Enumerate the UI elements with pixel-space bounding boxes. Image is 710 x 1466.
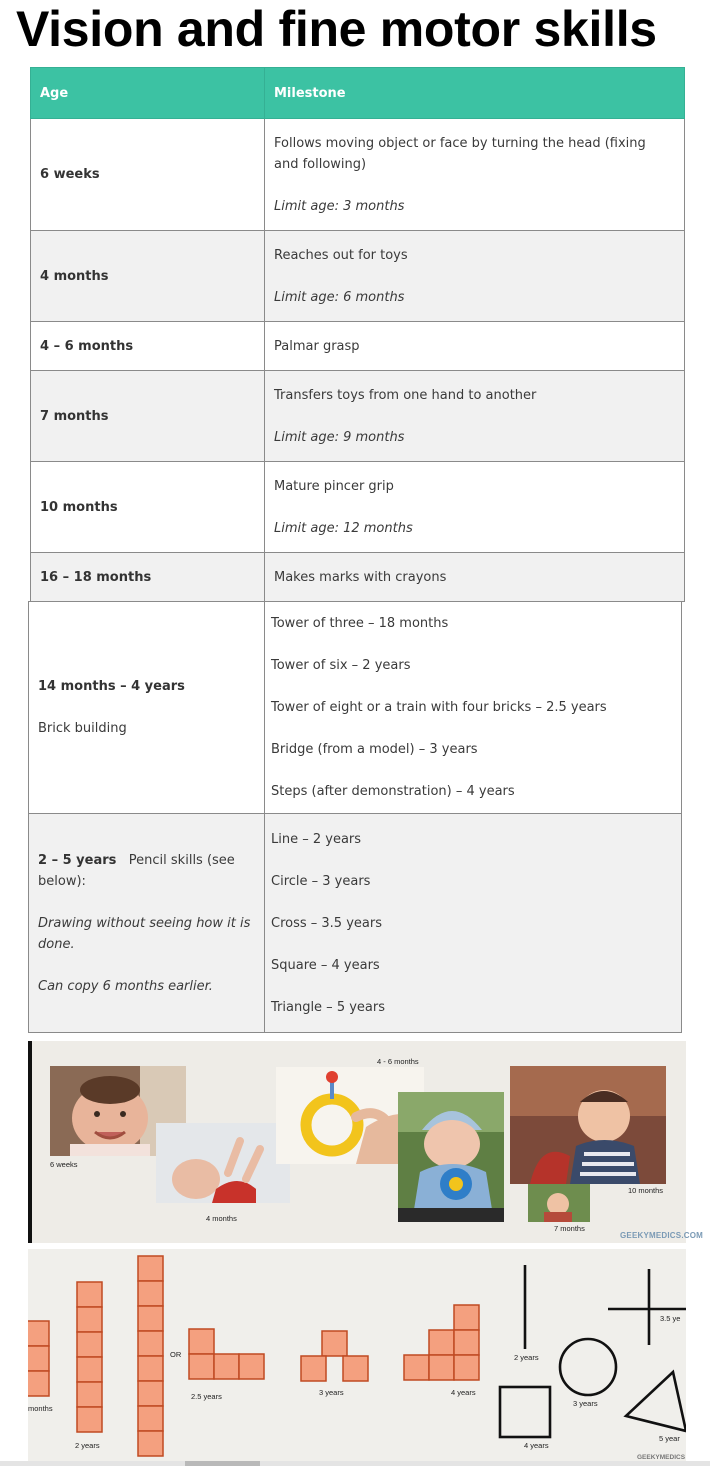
- milestone-text: Mature pincer grip: [274, 478, 394, 494]
- photo-10-months: [510, 1066, 666, 1184]
- skills-table: [28, 601, 682, 1033]
- pencil-item: Triangle – 5 years: [271, 999, 385, 1015]
- photo-collage: [28, 1041, 704, 1243]
- brick-steps: [404, 1305, 479, 1380]
- pencil-item: Cross – 3.5 years: [271, 915, 382, 931]
- header-age: Age: [31, 68, 265, 119]
- pencil-age-cell: [29, 814, 265, 1033]
- row-age: 10 months: [31, 462, 265, 553]
- brick-items: [265, 602, 682, 814]
- caption-square: 4 years: [524, 1441, 549, 1450]
- row-age: 6 weeks: [31, 119, 265, 231]
- pencil-note: Can copy 6 months earlier.: [38, 978, 213, 994]
- brick-item: Bridge (from a model) – 3 years: [271, 742, 478, 757]
- milestone-text: Reaches out for toys: [274, 247, 408, 263]
- milestone-text: Transfers toys from one hand to another: [274, 387, 537, 403]
- row-milestone: [265, 371, 685, 462]
- shape-square: [500, 1387, 550, 1437]
- caption-bridge: 3 years: [319, 1388, 344, 1397]
- caption-6-weeks: 6 weeks: [50, 1160, 78, 1169]
- row-milestone: [265, 462, 685, 553]
- geekymedics-logo: GEEKYMEDICS.COM: [620, 1231, 704, 1240]
- header-milestone: Milestone: [265, 68, 685, 119]
- brick-label: Brick building: [38, 721, 127, 736]
- limit-age: Limit age: 9 months: [274, 429, 405, 445]
- photo-7-months: [398, 1092, 504, 1222]
- caption-train: 2.5 years: [191, 1392, 222, 1401]
- table-row: [31, 119, 685, 231]
- caption-7-months: 7 months: [554, 1224, 585, 1233]
- table-row: [31, 371, 685, 462]
- caption-cross: 3.5 ye: [660, 1314, 681, 1323]
- row-milestone: [265, 231, 685, 322]
- row-age: 16 – 18 months: [31, 553, 265, 602]
- shape-cross: [608, 1269, 686, 1345]
- brick-tower-three: [28, 1321, 49, 1396]
- pencil-item: Square – 4 years: [271, 957, 380, 973]
- milestone-text: Palmar grasp: [274, 338, 360, 354]
- pencil-item: Circle – 3 years: [271, 873, 371, 889]
- pencil-items: [265, 814, 682, 1033]
- pencil-item: Line – 2 years: [271, 831, 362, 847]
- caption-tower-three: months: [28, 1404, 53, 1413]
- limit-age: Limit age: 3 months: [274, 198, 405, 214]
- caption-tower-six: 2 years: [75, 1441, 100, 1450]
- pencil-label: Pencil skills (see below):: [38, 852, 235, 889]
- pencil-age: 2 – 5 years: [38, 852, 117, 868]
- pencil-note: Drawing without seeing how it is done.: [38, 915, 251, 952]
- milestones-table: [30, 67, 685, 602]
- milestone-text: Makes marks with crayons: [274, 569, 447, 585]
- caption-triangle: 5 year: [659, 1434, 680, 1443]
- table-header-row: [31, 68, 685, 119]
- caption-or: OR: [170, 1350, 182, 1359]
- brick-item: Tower of three – 18 months: [271, 616, 449, 631]
- caption-steps: 4 years: [451, 1388, 476, 1397]
- drawing-panel: [28, 1249, 686, 1463]
- table-row: [31, 462, 685, 553]
- shape-circle: [560, 1339, 616, 1395]
- milestone-text: Follows moving object or face by turning the head (fixing and following): [274, 135, 646, 172]
- brick-tower-eight: [138, 1256, 163, 1456]
- brick-bridge: [301, 1331, 368, 1381]
- page-title: Vision and fine motor skills: [16, 1, 657, 57]
- brick-item: Steps (after demonstration) – 4 years: [271, 784, 515, 799]
- brick-item: Tower of eight or a train with four bricks – 2.5 years: [271, 700, 607, 715]
- caption-circle: 3 years: [573, 1399, 598, 1408]
- caption-4-6-months: 4 - 6 months: [377, 1057, 419, 1066]
- table-row-pencil: [29, 814, 682, 1033]
- photo-7-months-inset: [528, 1184, 590, 1222]
- brick-item: Tower of six – 2 years: [271, 658, 411, 673]
- horizontal-scrollbar[interactable]: [0, 1461, 710, 1466]
- brick-tower-six: [77, 1282, 102, 1432]
- caption-10-months: 10 months: [628, 1186, 664, 1195]
- table-row: [31, 231, 685, 322]
- table-row-brick: [29, 602, 682, 814]
- limit-age: Limit age: 6 months: [274, 289, 405, 305]
- table-row: [31, 553, 685, 602]
- row-milestone: [265, 322, 685, 371]
- brick-train: [189, 1329, 264, 1379]
- row-milestone: [265, 553, 685, 602]
- geekymedics-logo-small: GEEKYMEDICS: [637, 1454, 686, 1461]
- brick-and-shape-drawings: [28, 1249, 686, 1463]
- caption-4-months: 4 months: [206, 1214, 237, 1223]
- table-row: [31, 322, 685, 371]
- scrollbar-thumb[interactable]: [185, 1461, 260, 1466]
- row-age: 4 months: [31, 231, 265, 322]
- row-age: 7 months: [31, 371, 265, 462]
- photo-4-months: [156, 1123, 290, 1203]
- row-milestone: [265, 119, 685, 231]
- row-age: 4 – 6 months: [31, 322, 265, 371]
- brick-age: 14 months – 4 years: [38, 679, 185, 694]
- limit-age: Limit age: 12 months: [274, 520, 413, 536]
- brick-age-cell: [29, 602, 265, 814]
- caption-line: 2 years: [514, 1353, 539, 1362]
- shape-triangle: [626, 1372, 686, 1431]
